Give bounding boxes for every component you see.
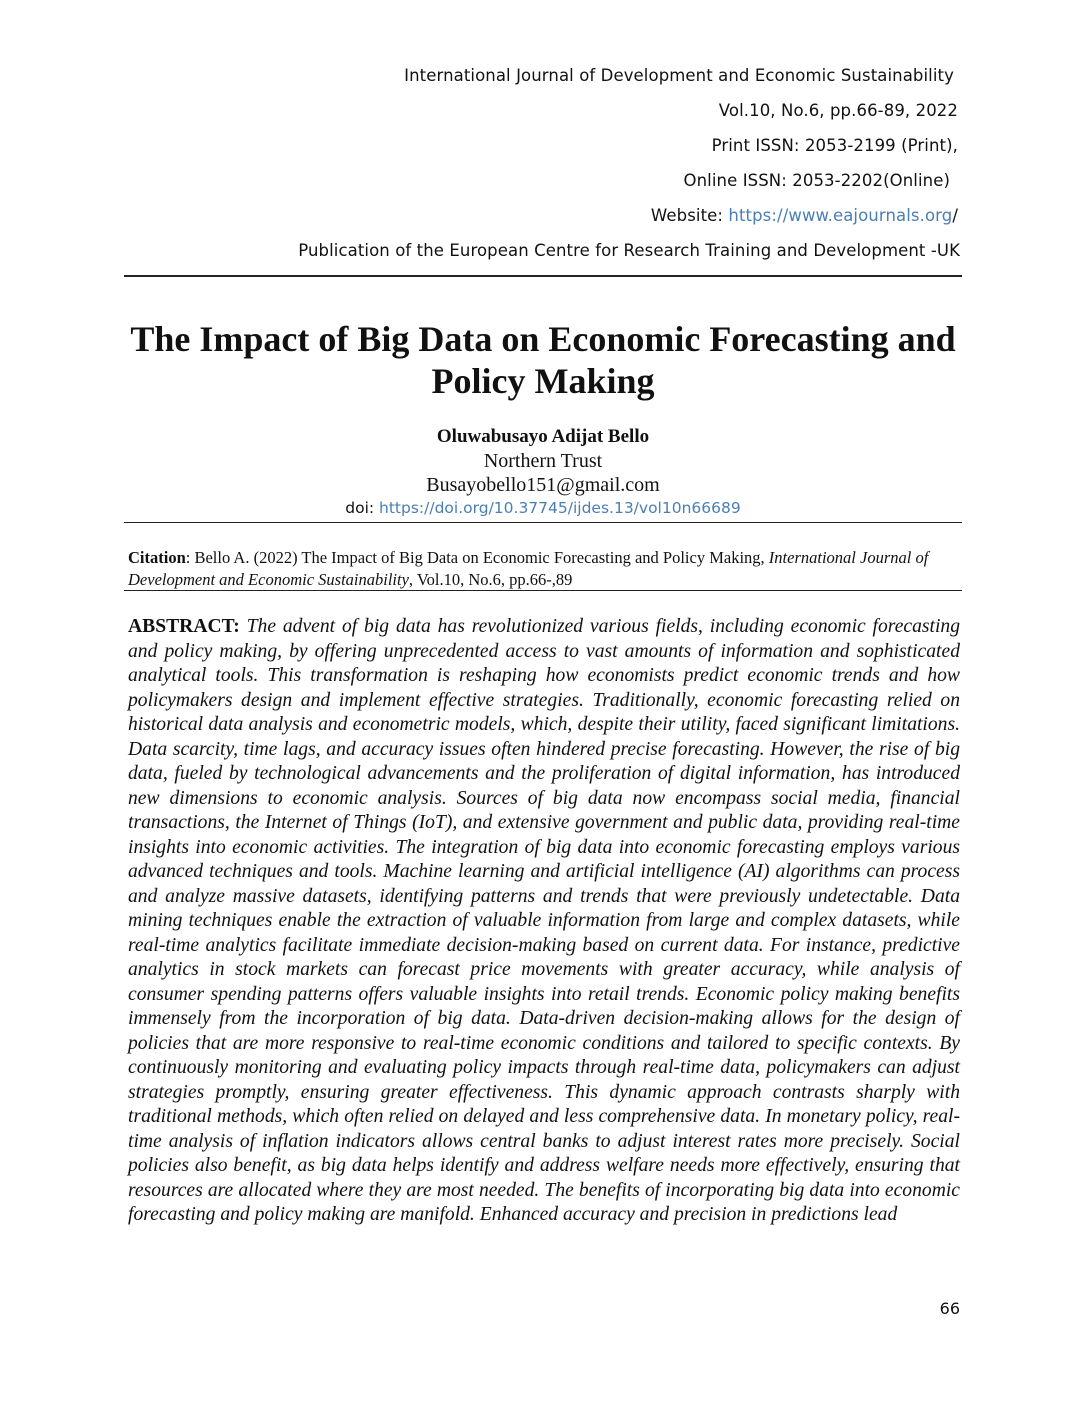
website-suffix: /: [952, 206, 958, 225]
citation-divider: [124, 590, 962, 591]
website-label: Website:: [650, 206, 729, 225]
doi-link[interactable]: https://doi.org/10.37745/ijdes.13/vol10n66689: [379, 499, 741, 517]
abstract-label: ABSTRACT:: [128, 616, 240, 637]
page-number: 66: [939, 1299, 960, 1318]
doi-line: [124, 497, 962, 519]
citation-label: Citation: [128, 548, 186, 567]
author-divider: [124, 522, 962, 523]
website-line: [651, 206, 958, 225]
publisher-line: Publication of the European Centre for Research Training and Development -UK: [298, 241, 960, 260]
header-divider: [124, 275, 962, 277]
abstract: [128, 615, 960, 1228]
online-issn: Online ISSN: 2053-2202(Online): [683, 171, 950, 190]
author-block: [124, 425, 962, 519]
citation-text: : Bello A. (2022) The Impact of Big Data on Economic Forecasting and Policy Making,: [185, 548, 769, 567]
print-issn: Print ISSN: 2053-2199 (Print),: [711, 136, 958, 155]
journal-name: International Journal of Development and Economic Sustainability: [404, 66, 954, 85]
abstract-text: The advent of big data has revolutionized various fields, including economic forecasting and policy making, by offering unprecedented access to vast amounts of information and sophisticated analytical tools. This transformation is reshaping how economists predict economic trends and how policymakers design and implement effective strategies. Traditionally, economic forecasting relied on historical data analysis and econometric models, which, despite their utility, faced significant limitations. Data scarcity, time lags, and accuracy issues often hindered precise forecasting. However, the rise of big data, fueled by technological advancements and the proliferation of digital information, has introduced new dimensions to economic analysis. Sources of big data now encompass social media, financial transactions, the Internet of Things (IoT), and extensive government and public data, providing real-time insights into economic activities. The integration of big data into economic forecasting employs various advanced techniques and tools. Machine learning and artificial intelligence (AI) algorithms can process and analyze massive datasets, identifying patterns and trends that were previously undetectable. Data mining techniques enable the extraction of valuable information from large and complex datasets, while real-time analytics facilitate immediate decision-making based on current data. For instance, predictive analytics in stock markets can forecast price movements with greater accuracy, while analysis of consumer spending patterns offers valuable insights into retail trends. Economic policy making benefits immensely from the incorporation of big data. Data-driven decision-making allows for the design of policies that are more responsive to real-time economic conditions and tailored to specific contexts. By continuously monitoring and evaluating policy impacts through real-time data, policymakers can adjust strategies promptly, ensuring greater effectiveness. This dynamic approach contrasts sharply with traditional methods, which often relied on delayed and less comprehensive data. In monetary policy, real-time analysis of inflation indicators allows central banks to adjust interest rates more precisely. Social policies also benefit, as big data helps identify and address welfare needs more effectively, ensuring that resources are allocated where they are most needed. The benefits of incorporating big data into economic forecasting and policy making are manifold. Enhanced accuracy and precision in predictions lead: [128, 616, 960, 1225]
citation-details: , Vol.10, No.6, pp.66-,89: [408, 570, 573, 589]
citation-journal: International Journal of Development and Economic Sustainability: [128, 548, 929, 589]
doi-label: doi:: [345, 499, 380, 517]
author-name: Oluwabusayo Adijat Bello: [436, 426, 650, 447]
volume-info: Vol.10, No.6, pp.66-89, 2022: [718, 101, 958, 120]
author-email[interactable]: Busayobello151@gmail.com: [426, 474, 660, 496]
citation: [128, 547, 962, 591]
author-affiliation: Northern Trust: [483, 450, 603, 472]
article-title: The Impact of Big Data on Economic Forecasting and Policy Making: [130, 319, 956, 401]
website-link[interactable]: https://www.eajournals.org: [728, 206, 953, 225]
